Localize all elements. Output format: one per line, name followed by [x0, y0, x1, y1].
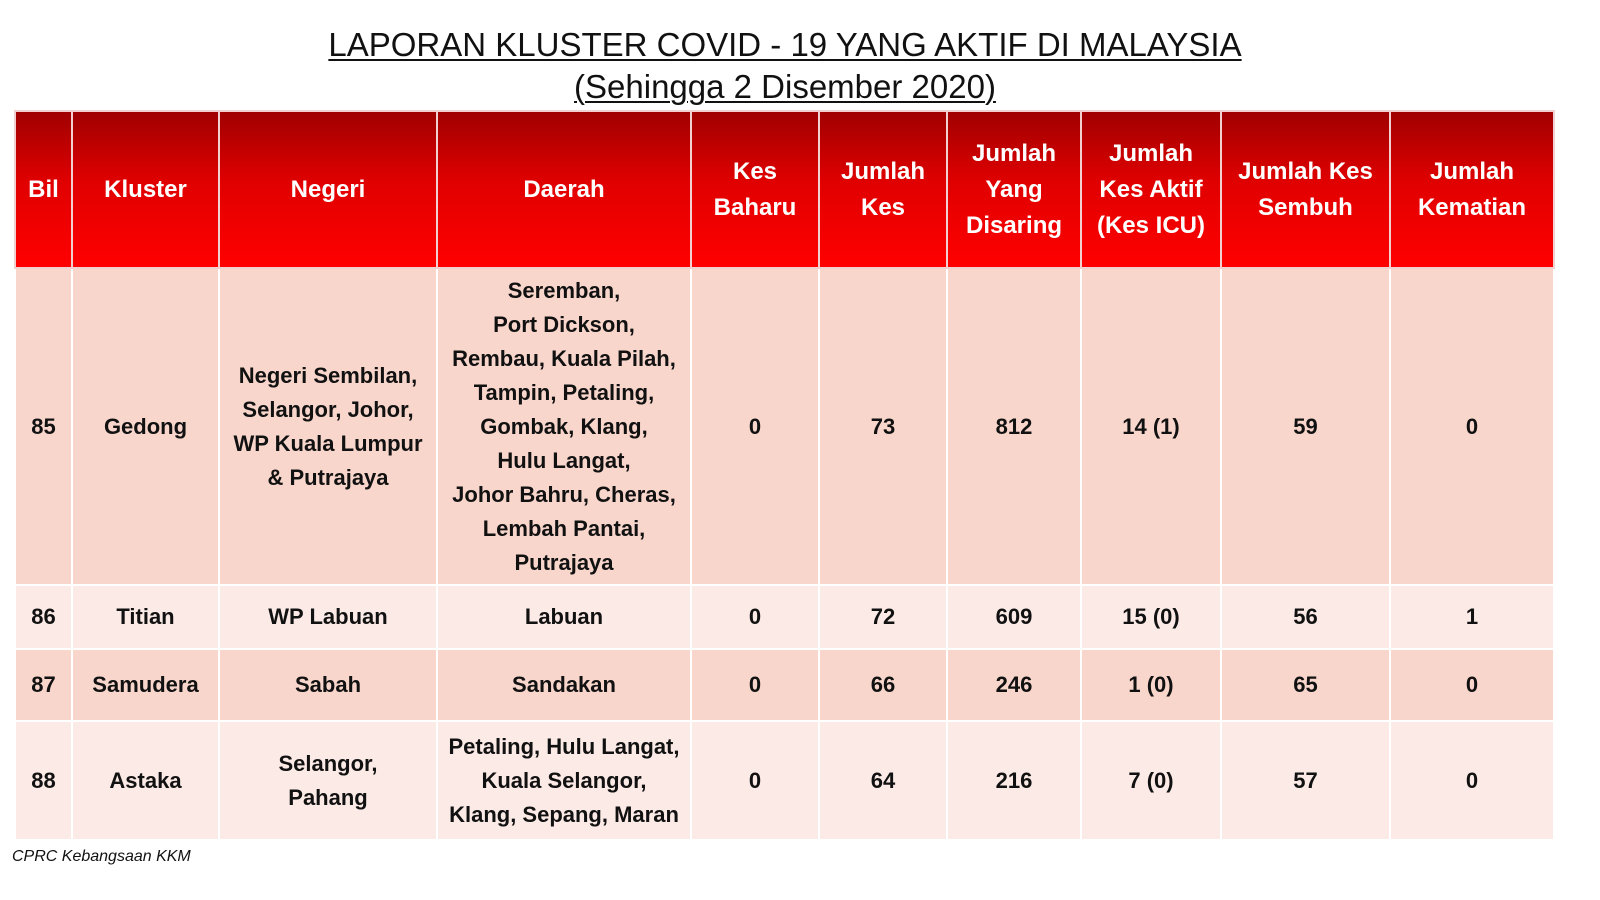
table-row — [15, 268, 1554, 585]
cell-jumlah-kes: 64 — [819, 721, 947, 840]
cell-negeri: Sabah — [219, 649, 437, 721]
cell-bil: 88 — [15, 721, 72, 840]
header-kes-baharu: Kes Baharu — [691, 111, 819, 268]
cell-kes-sembuh: 56 — [1221, 585, 1390, 649]
cell-kematian: 0 — [1390, 268, 1554, 585]
cluster-table — [14, 110, 1555, 841]
cell-kes-sembuh: 65 — [1221, 649, 1390, 721]
cell-jumlah-disaring: 812 — [947, 268, 1081, 585]
cell-kes-baharu: 0 — [691, 721, 819, 840]
cell-daerah: Petaling, Hulu Langat, Kuala Selangor, Klang, Sepang, Maran — [437, 721, 691, 840]
table-header-row — [15, 111, 1554, 268]
cell-kes-sembuh: 59 — [1221, 268, 1390, 585]
cell-jumlah-kes: 73 — [819, 268, 947, 585]
cell-kes-aktif: 1 (0) — [1081, 649, 1221, 721]
header-jumlah-disaring: Jumlah Yang Disaring — [947, 111, 1081, 268]
report-title-line2: (Sehingga 2 Disember 2020) — [574, 68, 996, 105]
cell-daerah: Labuan — [437, 585, 691, 649]
header-kluster: Kluster — [72, 111, 219, 268]
report-title — [0, 24, 1570, 108]
cell-kes-sembuh: 57 — [1221, 721, 1390, 840]
cell-daerah: Seremban, Port Dickson, Rembau, Kuala Pilah, Tampin, Petaling, Gombak, Klang, Hulu Langat, Johor Bahru, Cheras, Lembah Pantai, Putrajaya — [437, 268, 691, 585]
cell-jumlah-disaring: 609 — [947, 585, 1081, 649]
cell-jumlah-disaring: 246 — [947, 649, 1081, 721]
cell-jumlah-kes: 72 — [819, 585, 947, 649]
cell-kes-aktif: 14 (1) — [1081, 268, 1221, 585]
cell-bil: 86 — [15, 585, 72, 649]
cell-kematian: 0 — [1390, 721, 1554, 840]
source-footer: CPRC Kebangsaan KKM — [12, 848, 191, 865]
cell-negeri: Negeri Sembilan, Selangor, Johor, WP Kuala Lumpur & Putrajaya — [219, 268, 437, 585]
cell-kes-baharu: 0 — [691, 585, 819, 649]
header-negeri: Negeri — [219, 111, 437, 268]
cell-kematian: 0 — [1390, 649, 1554, 721]
cell-kluster: Samudera — [72, 649, 219, 721]
header-jumlah-kes: Jumlah Kes — [819, 111, 947, 268]
cell-bil: 85 — [15, 268, 72, 585]
cell-kluster: Astaka — [72, 721, 219, 840]
table-row — [15, 585, 1554, 649]
report-title-line1: LAPORAN KLUSTER COVID - 19 YANG AKTIF DI MALAYSIA — [328, 26, 1242, 63]
cell-kes-aktif: 7 (0) — [1081, 721, 1221, 840]
cell-jumlah-disaring: 216 — [947, 721, 1081, 840]
cell-kes-baharu: 0 — [691, 268, 819, 585]
cell-jumlah-kes: 66 — [819, 649, 947, 721]
header-daerah: Daerah — [437, 111, 691, 268]
cell-negeri: Selangor, Pahang — [219, 721, 437, 840]
cell-daerah: Sandakan — [437, 649, 691, 721]
table-row — [15, 649, 1554, 721]
header-bil: Bil — [15, 111, 72, 268]
cell-negeri: WP Labuan — [219, 585, 437, 649]
header-kematian: Jumlah Kematian — [1390, 111, 1554, 268]
cell-kluster: Gedong — [72, 268, 219, 585]
cell-kematian: 1 — [1390, 585, 1554, 649]
table-row — [15, 721, 1554, 840]
cell-bil: 87 — [15, 649, 72, 721]
header-kes-aktif: Jumlah Kes Aktif (Kes ICU) — [1081, 111, 1221, 268]
cell-kes-baharu: 0 — [691, 649, 819, 721]
cell-kes-aktif: 15 (0) — [1081, 585, 1221, 649]
cell-kluster: Titian — [72, 585, 219, 649]
header-kes-sembuh: Jumlah Kes Sembuh — [1221, 111, 1390, 268]
